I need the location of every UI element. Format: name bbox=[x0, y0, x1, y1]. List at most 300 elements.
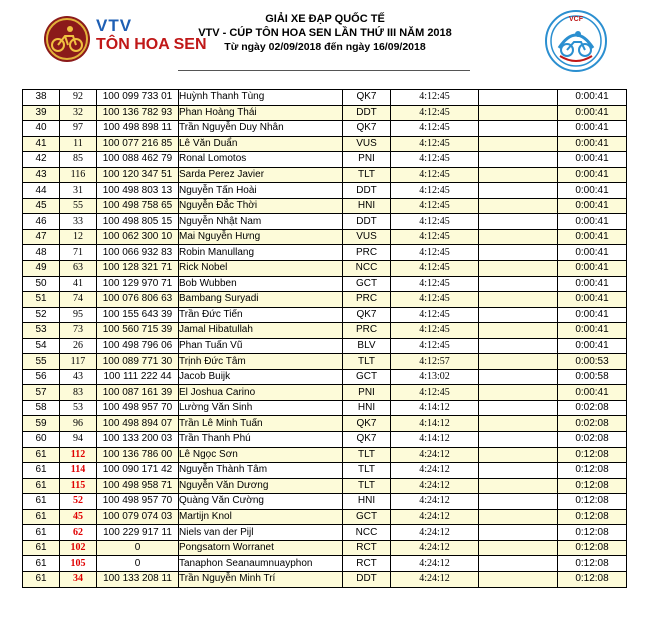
table-row bbox=[23, 400, 627, 416]
gap-cell: 0:12:08 bbox=[558, 525, 627, 541]
rank-cell: 61 bbox=[23, 509, 60, 525]
team-cell: QK7 bbox=[343, 307, 391, 323]
team-cell: BLV bbox=[343, 338, 391, 354]
uci-id-cell: 100 111 222 44 bbox=[97, 369, 179, 385]
bib-cell: 74 bbox=[60, 292, 97, 308]
rider-name-cell: Lường Văn Sinh bbox=[179, 400, 343, 416]
uci-id-cell: 100 136 786 00 bbox=[97, 447, 179, 463]
time-cell: 4:12:45 bbox=[391, 323, 479, 339]
empty-cell bbox=[479, 400, 558, 416]
vtv-ton-hoa-sen-logo bbox=[44, 14, 207, 62]
time-cell: 4:24:12 bbox=[391, 540, 479, 556]
table-row bbox=[23, 245, 627, 261]
bib-cell: 45 bbox=[60, 509, 97, 525]
uci-id-cell: 100 560 715 39 bbox=[97, 323, 179, 339]
team-cell: QK7 bbox=[343, 416, 391, 432]
cyclist-emblem-icon bbox=[44, 16, 90, 62]
table-row bbox=[23, 261, 627, 277]
time-cell: 4:12:45 bbox=[391, 152, 479, 168]
rank-cell: 61 bbox=[23, 571, 60, 587]
empty-cell bbox=[479, 354, 558, 370]
rider-name-cell: El Joshua Carino bbox=[179, 385, 343, 401]
time-cell: 4:12:45 bbox=[391, 338, 479, 354]
uci-id-cell: 100 062 300 10 bbox=[97, 229, 179, 245]
bib-cell: 115 bbox=[60, 478, 97, 494]
uci-id-cell: 0 bbox=[97, 540, 179, 556]
uci-id-cell: 100 128 321 71 bbox=[97, 261, 179, 277]
time-cell: 4:14:12 bbox=[391, 400, 479, 416]
time-cell: 4:12:45 bbox=[391, 307, 479, 323]
rider-name-cell: Trần Thanh Phú bbox=[179, 432, 343, 448]
team-cell: RCT bbox=[343, 556, 391, 572]
uci-id-cell: 100 498 758 65 bbox=[97, 198, 179, 214]
rider-name-cell: Trần Nguyễn Minh Trí bbox=[179, 571, 343, 587]
rank-cell: 61 bbox=[23, 540, 60, 556]
uci-id-cell: 100 087 161 39 bbox=[97, 385, 179, 401]
empty-cell bbox=[479, 229, 558, 245]
gap-cell: 0:00:41 bbox=[558, 385, 627, 401]
table-row bbox=[23, 556, 627, 572]
time-cell: 4:12:45 bbox=[391, 198, 479, 214]
empty-cell bbox=[479, 385, 558, 401]
empty-cell bbox=[479, 245, 558, 261]
time-cell: 4:12:45 bbox=[391, 292, 479, 308]
bib-cell: 11 bbox=[60, 136, 97, 152]
time-cell: 4:12:45 bbox=[391, 229, 479, 245]
empty-cell bbox=[479, 121, 558, 137]
time-cell: 4:12:45 bbox=[391, 245, 479, 261]
bib-cell: 83 bbox=[60, 385, 97, 401]
table-row bbox=[23, 167, 627, 183]
bib-cell: 63 bbox=[60, 261, 97, 277]
team-cell: GCT bbox=[343, 276, 391, 292]
rank-cell: 53 bbox=[23, 323, 60, 339]
bib-cell: 116 bbox=[60, 167, 97, 183]
vcf-logo-text: VCF bbox=[569, 16, 583, 23]
empty-cell bbox=[479, 136, 558, 152]
team-cell: DDT bbox=[343, 105, 391, 121]
team-cell: NCC bbox=[343, 525, 391, 541]
team-cell: DDT bbox=[343, 183, 391, 199]
uci-id-cell: 100 498 957 70 bbox=[97, 400, 179, 416]
bib-cell: 71 bbox=[60, 245, 97, 261]
gap-cell: 0:00:58 bbox=[558, 369, 627, 385]
rank-cell: 50 bbox=[23, 276, 60, 292]
rider-name-cell: Phan Hoàng Thái bbox=[179, 105, 343, 121]
time-cell: 4:12:57 bbox=[391, 354, 479, 370]
empty-cell bbox=[479, 494, 558, 510]
team-cell: VUS bbox=[343, 136, 391, 152]
team-cell: GCT bbox=[343, 509, 391, 525]
gap-cell: 0:00:41 bbox=[558, 307, 627, 323]
table-row bbox=[23, 229, 627, 245]
uci-id-cell: 100 089 771 30 bbox=[97, 354, 179, 370]
uci-id-cell: 100 090 171 42 bbox=[97, 463, 179, 479]
bib-cell: 85 bbox=[60, 152, 97, 168]
time-cell: 4:24:12 bbox=[391, 525, 479, 541]
rider-name-cell: Tanaphon Seanaumnuayphon bbox=[179, 556, 343, 572]
gap-cell: 0:00:41 bbox=[558, 136, 627, 152]
time-cell: 4:12:45 bbox=[391, 105, 479, 121]
gap-cell: 0:12:08 bbox=[558, 447, 627, 463]
rank-cell: 47 bbox=[23, 229, 60, 245]
empty-cell bbox=[479, 105, 558, 121]
team-cell: VUS bbox=[343, 229, 391, 245]
time-cell: 4:13:02 bbox=[391, 369, 479, 385]
rider-name-cell: Sarda Perez Javier bbox=[179, 167, 343, 183]
team-cell: TLT bbox=[343, 354, 391, 370]
rider-name-cell: Niels van der Pijl bbox=[179, 525, 343, 541]
rank-cell: 43 bbox=[23, 167, 60, 183]
vtv-wordmark: VTV bbox=[96, 16, 133, 35]
table-row bbox=[23, 214, 627, 230]
empty-cell bbox=[479, 556, 558, 572]
table-row bbox=[23, 323, 627, 339]
empty-cell bbox=[479, 432, 558, 448]
team-cell: TLT bbox=[343, 167, 391, 183]
empty-cell bbox=[479, 540, 558, 556]
rank-cell: 44 bbox=[23, 183, 60, 199]
table-row bbox=[23, 354, 627, 370]
event-dates: Từ ngày 02/09/2018 đến ngày 16/09/2018 bbox=[224, 41, 426, 53]
team-cell: GCT bbox=[343, 369, 391, 385]
rider-name-cell: Mai Nguyễn Hưng bbox=[179, 229, 343, 245]
gap-cell: 0:12:08 bbox=[558, 571, 627, 587]
rider-name-cell: Robin Manullang bbox=[179, 245, 343, 261]
rank-cell: 51 bbox=[23, 292, 60, 308]
gap-cell: 0:12:08 bbox=[558, 494, 627, 510]
bib-cell: 41 bbox=[60, 276, 97, 292]
uci-id-cell: 100 155 643 39 bbox=[97, 307, 179, 323]
gap-cell: 0:00:41 bbox=[558, 183, 627, 199]
gap-cell: 0:02:08 bbox=[558, 416, 627, 432]
rank-cell: 40 bbox=[23, 121, 60, 137]
uci-id-cell: 0 bbox=[97, 556, 179, 572]
empty-cell bbox=[479, 369, 558, 385]
table-row bbox=[23, 525, 627, 541]
empty-cell bbox=[479, 307, 558, 323]
team-cell: TLT bbox=[343, 463, 391, 479]
empty-cell bbox=[479, 571, 558, 587]
gap-cell: 0:00:41 bbox=[558, 229, 627, 245]
empty-cell bbox=[479, 90, 558, 106]
bib-cell: 92 bbox=[60, 90, 97, 106]
table-row bbox=[23, 136, 627, 152]
bib-cell: 117 bbox=[60, 354, 97, 370]
uci-id-cell: 100 088 462 79 bbox=[97, 152, 179, 168]
rider-name-cell: Trần Nguyễn Duy Nhân bbox=[179, 121, 343, 137]
table-row bbox=[23, 494, 627, 510]
bib-cell: 12 bbox=[60, 229, 97, 245]
bib-cell: 102 bbox=[60, 540, 97, 556]
empty-cell bbox=[479, 447, 558, 463]
table-row bbox=[23, 416, 627, 432]
rider-name-cell: Nguyễn Thành Tâm bbox=[179, 463, 343, 479]
rank-cell: 41 bbox=[23, 136, 60, 152]
time-cell: 4:12:45 bbox=[391, 136, 479, 152]
time-cell: 4:14:12 bbox=[391, 416, 479, 432]
bib-cell: 114 bbox=[60, 463, 97, 479]
team-cell: DDT bbox=[343, 214, 391, 230]
gap-cell: 0:00:41 bbox=[558, 90, 627, 106]
rank-cell: 38 bbox=[23, 90, 60, 106]
rider-name-cell: Nguyễn Nhật Nam bbox=[179, 214, 343, 230]
rider-name-cell: Nguyễn Văn Dương bbox=[179, 478, 343, 494]
table-row bbox=[23, 463, 627, 479]
team-cell: TLT bbox=[343, 447, 391, 463]
gap-cell: 0:00:41 bbox=[558, 261, 627, 277]
uci-id-cell: 100 133 200 03 bbox=[97, 432, 179, 448]
table-row bbox=[23, 385, 627, 401]
rank-cell: 49 bbox=[23, 261, 60, 277]
rank-cell: 45 bbox=[23, 198, 60, 214]
title-block bbox=[180, 12, 470, 54]
gap-cell: 0:00:41 bbox=[558, 245, 627, 261]
results-table bbox=[22, 89, 627, 588]
bib-cell: 95 bbox=[60, 307, 97, 323]
rider-name-cell: Huỳnh Thanh Tùng bbox=[179, 90, 343, 106]
bib-cell: 26 bbox=[60, 338, 97, 354]
time-cell: 4:24:12 bbox=[391, 463, 479, 479]
gap-cell: 0:02:08 bbox=[558, 400, 627, 416]
time-cell: 4:12:45 bbox=[391, 90, 479, 106]
bib-cell: 31 bbox=[60, 183, 97, 199]
gap-cell: 0:00:41 bbox=[558, 338, 627, 354]
gap-cell: 0:00:41 bbox=[558, 152, 627, 168]
title-divider bbox=[178, 70, 470, 71]
empty-cell bbox=[479, 478, 558, 494]
bib-cell: 34 bbox=[60, 571, 97, 587]
uci-id-cell: 100 133 208 11 bbox=[97, 571, 179, 587]
rank-cell: 54 bbox=[23, 338, 60, 354]
time-cell: 4:24:12 bbox=[391, 447, 479, 463]
empty-cell bbox=[479, 509, 558, 525]
rider-name-cell: Pongsatorn Worranet bbox=[179, 540, 343, 556]
rank-cell: 61 bbox=[23, 463, 60, 479]
gap-cell: 0:12:08 bbox=[558, 540, 627, 556]
table-row bbox=[23, 478, 627, 494]
table-row bbox=[23, 152, 627, 168]
empty-cell bbox=[479, 525, 558, 541]
rider-name-cell: Lê Văn Duẩn bbox=[179, 136, 343, 152]
time-cell: 4:24:12 bbox=[391, 509, 479, 525]
rider-name-cell: Phan Tuấn Vũ bbox=[179, 338, 343, 354]
gap-cell: 0:02:08 bbox=[558, 432, 627, 448]
empty-cell bbox=[479, 416, 558, 432]
uci-id-cell: 100 099 733 01 bbox=[97, 90, 179, 106]
time-cell: 4:12:45 bbox=[391, 121, 479, 137]
team-cell: TLT bbox=[343, 478, 391, 494]
uci-id-cell: 100 136 782 93 bbox=[97, 105, 179, 121]
rank-cell: 56 bbox=[23, 369, 60, 385]
bib-cell: 73 bbox=[60, 323, 97, 339]
gap-cell: 0:12:08 bbox=[558, 556, 627, 572]
rank-cell: 61 bbox=[23, 447, 60, 463]
uci-id-cell: 100 498 957 70 bbox=[97, 494, 179, 510]
rank-cell: 59 bbox=[23, 416, 60, 432]
uci-id-cell: 100 129 970 71 bbox=[97, 276, 179, 292]
gap-cell: 0:00:41 bbox=[558, 214, 627, 230]
gap-cell: 0:00:41 bbox=[558, 121, 627, 137]
time-cell: 4:12:45 bbox=[391, 167, 479, 183]
gap-cell: 0:00:41 bbox=[558, 292, 627, 308]
rider-name-cell: Trịnh Đức Tâm bbox=[179, 354, 343, 370]
results-body bbox=[23, 90, 627, 588]
uci-id-cell: 100 077 216 85 bbox=[97, 136, 179, 152]
empty-cell bbox=[479, 338, 558, 354]
uci-id-cell: 100 498 898 11 bbox=[97, 121, 179, 137]
time-cell: 4:24:12 bbox=[391, 571, 479, 587]
rank-cell: 57 bbox=[23, 385, 60, 401]
time-cell: 4:14:12 bbox=[391, 432, 479, 448]
uci-id-cell: 100 498 958 71 bbox=[97, 478, 179, 494]
gap-cell: 0:12:08 bbox=[558, 509, 627, 525]
rider-name-cell: Bob Wubben bbox=[179, 276, 343, 292]
uci-id-cell: 100 498 796 06 bbox=[97, 338, 179, 354]
team-cell: QK7 bbox=[343, 121, 391, 137]
team-cell: HNI bbox=[343, 494, 391, 510]
time-cell: 4:12:45 bbox=[391, 183, 479, 199]
bib-cell: 105 bbox=[60, 556, 97, 572]
table-row bbox=[23, 121, 627, 137]
vcf-logo bbox=[545, 10, 607, 72]
page-header bbox=[0, 0, 648, 84]
bib-cell: 112 bbox=[60, 447, 97, 463]
team-cell: HNI bbox=[343, 198, 391, 214]
uci-id-cell: 100 079 074 03 bbox=[97, 509, 179, 525]
table-row bbox=[23, 292, 627, 308]
empty-cell bbox=[479, 463, 558, 479]
rider-name-cell: Ronal Lomotos bbox=[179, 152, 343, 168]
team-cell: DDT bbox=[343, 571, 391, 587]
empty-cell bbox=[479, 323, 558, 339]
bib-cell: 62 bbox=[60, 525, 97, 541]
rider-name-cell: Lê Ngọc Sơn bbox=[179, 447, 343, 463]
bib-cell: 96 bbox=[60, 416, 97, 432]
gap-cell: 0:00:41 bbox=[558, 276, 627, 292]
uci-id-cell: 100 066 932 83 bbox=[97, 245, 179, 261]
rank-cell: 39 bbox=[23, 105, 60, 121]
event-title: GIẢI XE ĐẠP QUỐC TẾ bbox=[265, 13, 385, 25]
rank-cell: 61 bbox=[23, 494, 60, 510]
rank-cell: 52 bbox=[23, 307, 60, 323]
table-row bbox=[23, 540, 627, 556]
table-row bbox=[23, 198, 627, 214]
team-cell: PRC bbox=[343, 245, 391, 261]
team-cell: PRC bbox=[343, 323, 391, 339]
empty-cell bbox=[479, 183, 558, 199]
table-row bbox=[23, 338, 627, 354]
time-cell: 4:12:45 bbox=[391, 214, 479, 230]
empty-cell bbox=[479, 198, 558, 214]
time-cell: 4:12:45 bbox=[391, 276, 479, 292]
rider-name-cell: Martijn Knol bbox=[179, 509, 343, 525]
team-cell: NCC bbox=[343, 261, 391, 277]
rider-name-cell: Jacob Buijk bbox=[179, 369, 343, 385]
rider-name-cell: Trần Đức Tiến bbox=[179, 307, 343, 323]
time-cell: 4:24:12 bbox=[391, 494, 479, 510]
empty-cell bbox=[479, 152, 558, 168]
gap-cell: 0:12:08 bbox=[558, 463, 627, 479]
table-row bbox=[23, 307, 627, 323]
gap-cell: 0:00:41 bbox=[558, 105, 627, 121]
bib-cell: 33 bbox=[60, 214, 97, 230]
table-row bbox=[23, 183, 627, 199]
bib-cell: 55 bbox=[60, 198, 97, 214]
empty-cell bbox=[479, 167, 558, 183]
gap-cell: 0:12:08 bbox=[558, 478, 627, 494]
rider-name-cell: Bambang Suryadi bbox=[179, 292, 343, 308]
uci-id-cell: 100 498 805 15 bbox=[97, 214, 179, 230]
table-row bbox=[23, 369, 627, 385]
rank-cell: 61 bbox=[23, 525, 60, 541]
rider-name-cell: Rick Nobel bbox=[179, 261, 343, 277]
uci-id-cell: 100 498 894 07 bbox=[97, 416, 179, 432]
gap-cell: 0:00:41 bbox=[558, 198, 627, 214]
bib-cell: 53 bbox=[60, 400, 97, 416]
rank-cell: 58 bbox=[23, 400, 60, 416]
uci-id-cell: 100 076 806 63 bbox=[97, 292, 179, 308]
ton-hoa-sen-wordmark: TÔN HOA SEN bbox=[96, 36, 207, 53]
event-subtitle: VTV - CÚP TÔN HOA SEN LẦN THỨ III NĂM 2018 bbox=[198, 27, 452, 39]
rank-cell: 61 bbox=[23, 478, 60, 494]
rank-cell: 42 bbox=[23, 152, 60, 168]
rider-name-cell: Quàng Văn Cường bbox=[179, 494, 343, 510]
uci-id-cell: 100 498 803 13 bbox=[97, 183, 179, 199]
table-row bbox=[23, 276, 627, 292]
time-cell: 4:12:45 bbox=[391, 385, 479, 401]
rank-cell: 46 bbox=[23, 214, 60, 230]
table-row bbox=[23, 447, 627, 463]
team-cell: PNI bbox=[343, 152, 391, 168]
rider-name-cell: Jamal Hibatullah bbox=[179, 323, 343, 339]
uci-id-cell: 100 120 347 51 bbox=[97, 167, 179, 183]
gap-cell: 0:00:41 bbox=[558, 167, 627, 183]
table-row bbox=[23, 432, 627, 448]
gap-cell: 0:00:41 bbox=[558, 323, 627, 339]
team-cell: PRC bbox=[343, 292, 391, 308]
rider-name-cell: Nguyễn Tấn Hoài bbox=[179, 183, 343, 199]
empty-cell bbox=[479, 261, 558, 277]
rank-cell: 48 bbox=[23, 245, 60, 261]
team-cell: QK7 bbox=[343, 432, 391, 448]
bib-cell: 97 bbox=[60, 121, 97, 137]
rank-cell: 60 bbox=[23, 432, 60, 448]
time-cell: 4:12:45 bbox=[391, 261, 479, 277]
time-cell: 4:24:12 bbox=[391, 556, 479, 572]
table-row bbox=[23, 571, 627, 587]
bib-cell: 52 bbox=[60, 494, 97, 510]
bib-cell: 32 bbox=[60, 105, 97, 121]
team-cell: HNI bbox=[343, 400, 391, 416]
table-row bbox=[23, 105, 627, 121]
team-cell: QK7 bbox=[343, 90, 391, 106]
empty-cell bbox=[479, 276, 558, 292]
team-cell: RCT bbox=[343, 540, 391, 556]
rank-cell: 61 bbox=[23, 556, 60, 572]
bib-cell: 43 bbox=[60, 369, 97, 385]
rank-cell: 55 bbox=[23, 354, 60, 370]
table-row bbox=[23, 509, 627, 525]
empty-cell bbox=[479, 214, 558, 230]
uci-id-cell: 100 229 917 11 bbox=[97, 525, 179, 541]
table-row bbox=[23, 90, 627, 106]
empty-cell bbox=[479, 292, 558, 308]
team-cell: PNI bbox=[343, 385, 391, 401]
rider-name-cell: Nguyễn Đắc Thời bbox=[179, 198, 343, 214]
time-cell: 4:24:12 bbox=[391, 478, 479, 494]
gap-cell: 0:00:53 bbox=[558, 354, 627, 370]
